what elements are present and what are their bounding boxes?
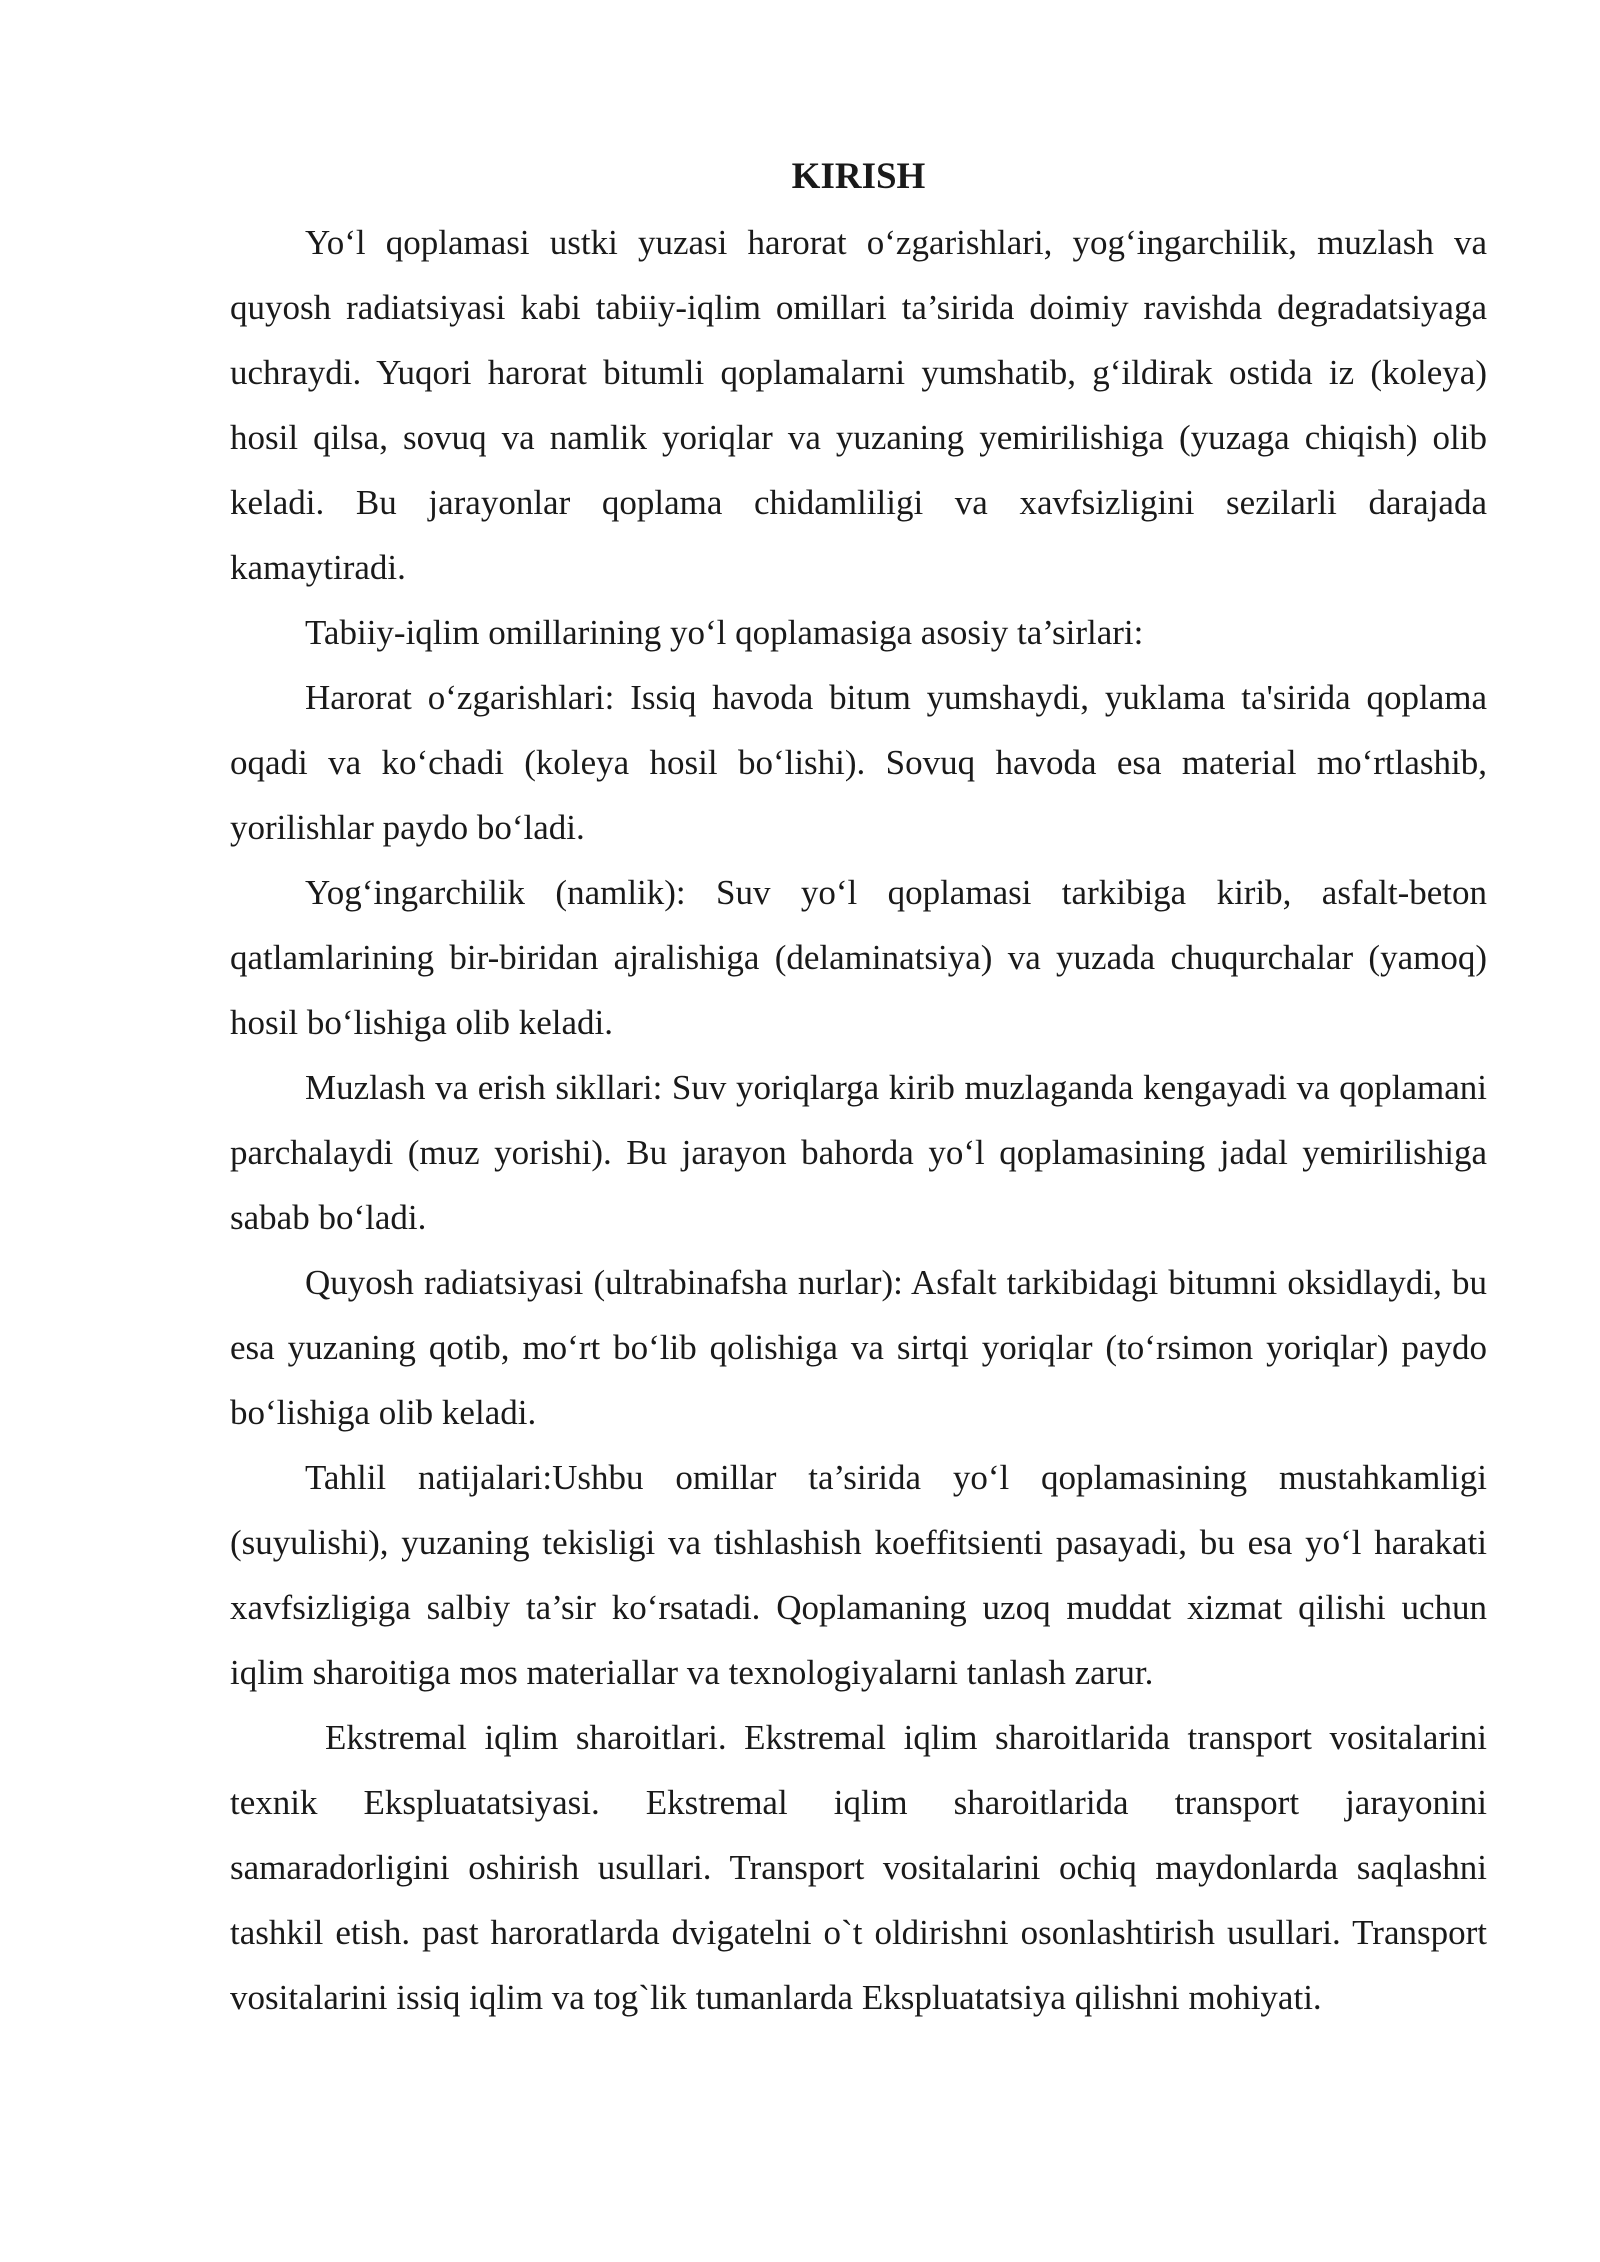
paragraph-analysis-results: Tahlil natijalari:Ushbu omillar ta’sirida yo‘l qoplamasining mustahkamligi (suyulishi), yuzaning tekisligi va tishlashish koeffitsienti pasayadi, bu esa yo‘l harakati xavfsizligiga salbiy ta’sir ko‘rsatadi. Qoplamaning uzoq muddat xizmat qilishi uchun iqlim sharoitiga mos materiallar va texnologiyalarni tanlash zarur. xyxy=(230,1458,1487,1692)
paragraph-solar-radiation: Quyosh radiatsiyasi (ultrabinafsha nurlar): Asfalt tarkibidagi bitumni oksidlaydi, bu esa yuzaning qotib, mo‘rt bo‘lib qolishiga va sirtqi yoriqlar (to‘rsimon yoriqlar) paydo bo‘lishiga olib keladi. xyxy=(230,1263,1487,1432)
paragraph-temperature: Harorat o‘zgarishlari: Issiq havoda bitum yumshaydi, yuklama ta'sirida qoplama oqadi va ko‘chadi (koleya hosil bo‘lishi). Sovuq havoda esa material mo‘rtlashib, yorilishlar paydo bo‘ladi. xyxy=(230,678,1487,847)
paragraph-extreme-climate: Ekstremal iqlim sharoitlari. Ekstremal iqlim sharoitlarida transport vositalarini texnik Ekspluatatsiyasi. Ekstremal iqlim sharoitlarida transport jarayonini samaradorligini oshirish usullari. Transport vositalarini ochiq maydonlarda saqlashni tashkil etish. past haroratlarda dvigatelni o`t oldirishni osonlashtirish usullari. Transport vositalarini issiq iqlim va tog`lik tumanlarda Ekspluatatsiya qilishni mohiyati. xyxy=(230,1718,1487,2017)
paragraph-freeze-thaw: Muzlash va erish sikllari: Suv yoriqlarga kirib muzlaganda kengayadi va qoplamani parchalaydi (muz yorishi). Bu jarayon bahorda yo‘l qoplamasining jadal yemirilishiga sabab bo‘ladi. xyxy=(230,1068,1487,1237)
paragraph-precipitation: Yog‘ingarchilik (namlik): Suv yo‘l qoplamasi tarkibiga kirib, asfalt-beton qatlamlarining bir-biridan ajralishiga (delaminatsiya) va yuzada chuqurchalar (yamoq) hosil bo‘lishiga olib keladi. xyxy=(230,873,1487,1042)
page-title: KIRISH xyxy=(791,156,926,197)
paragraph-main-effects-heading: Tabiiy-iqlim omillarining yo‘l qoplamasiga asosiy ta’sirlari: xyxy=(305,613,1144,652)
paragraph-intro: Yo‘l qoplamasi ustki yuzasi harorat o‘zgarishlari, yog‘ingarchilik, muzlash va quyosh radiatsiyasi kabi tabiiy-iqlim omillari ta’sirida doimiy ravishda degradatsiyaga uchraydi. Yuqori harorat bitumli qoplamalarni yumshatib, g‘ildirak ostida iz (koleya) hosil qilsa, sovuq va namlik yoriqlar va yuzaning yemirilishiga (yuzaga chiqish) olib keladi. Bu jarayonlar qoplama chidamliligi va xavfsizligini sezilarli darajada kamaytiradi. xyxy=(230,223,1487,587)
